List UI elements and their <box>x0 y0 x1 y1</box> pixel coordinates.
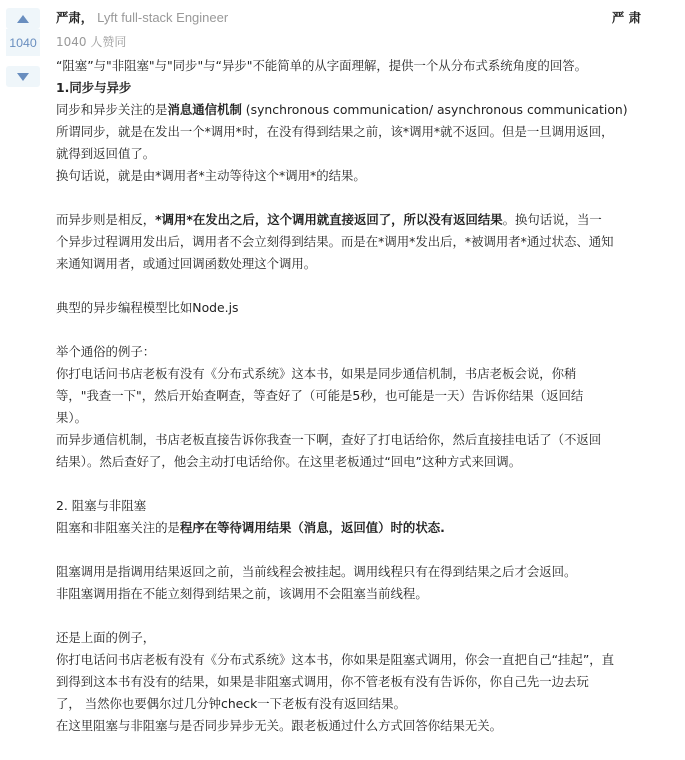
author-name-right[interactable]: 严 肃 <box>611 10 641 25</box>
author-bio: Lyft full-stack Engineer <box>97 10 229 25</box>
paragraph-line: 你打电话问书店老板有没有《分布式系统》这本书，如果是同步通信机制，书店老板会说，你稍 <box>56 366 577 381</box>
answer-content <box>56 55 646 737</box>
section-heading: 1.同步与异步 <box>56 80 132 95</box>
paragraph-line: 到得到这本书有没有的结果，如果是非阻塞式调用，你不管老板有没有告诉你，你自己先一边去玩 <box>56 674 589 689</box>
vote-summary[interactable]: 1040 人赞同 <box>56 35 127 49</box>
triangle-up-icon <box>17 15 29 23</box>
paragraph-line: 就得到返回值了。 <box>56 146 156 161</box>
triangle-down-icon <box>17 73 29 81</box>
paragraph-line: 非阻塞调用指在不能立刻得到结果之前，该调用不会阻塞当前线程。 <box>56 586 428 601</box>
vote-widget <box>6 8 46 87</box>
paragraph-line: 了， 当然你也要偶尔过几分钟check一下老板有没有返回结果。 <box>56 696 406 711</box>
paragraph-line: 典型的异步编程模型比如Node.js <box>56 300 239 315</box>
paragraph-line: 你打电话问书店老板有没有《分布式系统》这本书，你如果是阻塞式调用，你会一直把自己“挂起”，直 <box>56 652 615 667</box>
author-info <box>56 8 228 28</box>
text-span: 阻塞和非阻塞关注的是 <box>56 520 180 535</box>
paragraph-line <box>56 517 646 539</box>
text-span: (synchronous communication/ asynchronous communication) <box>241 102 628 117</box>
paragraph-line: 结果）。然后查好了，他会主动打电话给你。在这里老板通过“回电”这种方式来回调。 <box>56 454 522 469</box>
paragraph-line: 果）。 <box>56 410 87 425</box>
paragraph-line: 等，"我查一下"，然后开始查啊查，等查好了（可能是5秒，也可能是一天）告诉你结果（返回结 <box>56 388 584 403</box>
paragraph-line: 来通知调用者，或通过回调函数处理这个调用。 <box>56 256 317 271</box>
paragraph-line <box>56 209 646 231</box>
paragraph-line: 还是上面的例子， <box>56 630 156 645</box>
paragraph-line: 换句话说，就是由*调用者*主动等待这个*调用*的结果。 <box>56 168 366 183</box>
vote-count: 1040 <box>6 29 40 56</box>
paragraph-line: 所谓同步，就是在发出一个*调用*时，在没有得到结果之前，该*调用*就不返回。但是一旦调用返回， <box>56 124 614 139</box>
upvote-button[interactable] <box>6 8 40 29</box>
paragraph-line: 而异步通信机制，书店老板直接告诉你我查一下啊，查好了打电话给你，然后直接挂电话了（不返回 <box>56 432 602 447</box>
text-span: 同步和异步关注的是 <box>56 102 168 117</box>
section-heading: 2. 阻塞与非阻塞 <box>56 498 147 513</box>
paragraph-line: 阻塞调用是指调用结果返回之前，当前线程会被挂起。调用线程只有在得到结果之后才会返回。 <box>56 564 577 579</box>
text-span: 。换句话说，当一 <box>502 212 602 227</box>
paragraph-line: 举个通俗的例子： <box>56 344 156 359</box>
paragraph-line: “阻塞”与"非阻塞"与"同步"与“异步"不能简单的从字面理解，提供一个从分布式系统角度的回答。 <box>56 58 587 73</box>
paragraph-line <box>56 99 646 121</box>
paragraph-line: 在这里阻塞与非阻塞与是否同步异步无关。跟老板通过什么方式回答你结果无关。 <box>56 718 503 733</box>
downvote-button[interactable] <box>6 66 40 87</box>
bold-text: *调用*在发出之后，这个调用就直接返回了，所以没有返回结果 <box>155 212 503 227</box>
bold-text: 消息通信机制 <box>167 102 242 117</box>
text-span: 而异步则是相反， <box>56 212 156 227</box>
bold-text: 程序在等待调用结果（消息，返回值）时的状态. <box>179 520 445 535</box>
paragraph-line: 个异步过程调用发出后，调用者不会立刻得到结果。而是在*调用*发出后，*被调用者*通过状态、通知 <box>56 234 614 249</box>
author-name[interactable]: 严肃， <box>56 10 94 25</box>
